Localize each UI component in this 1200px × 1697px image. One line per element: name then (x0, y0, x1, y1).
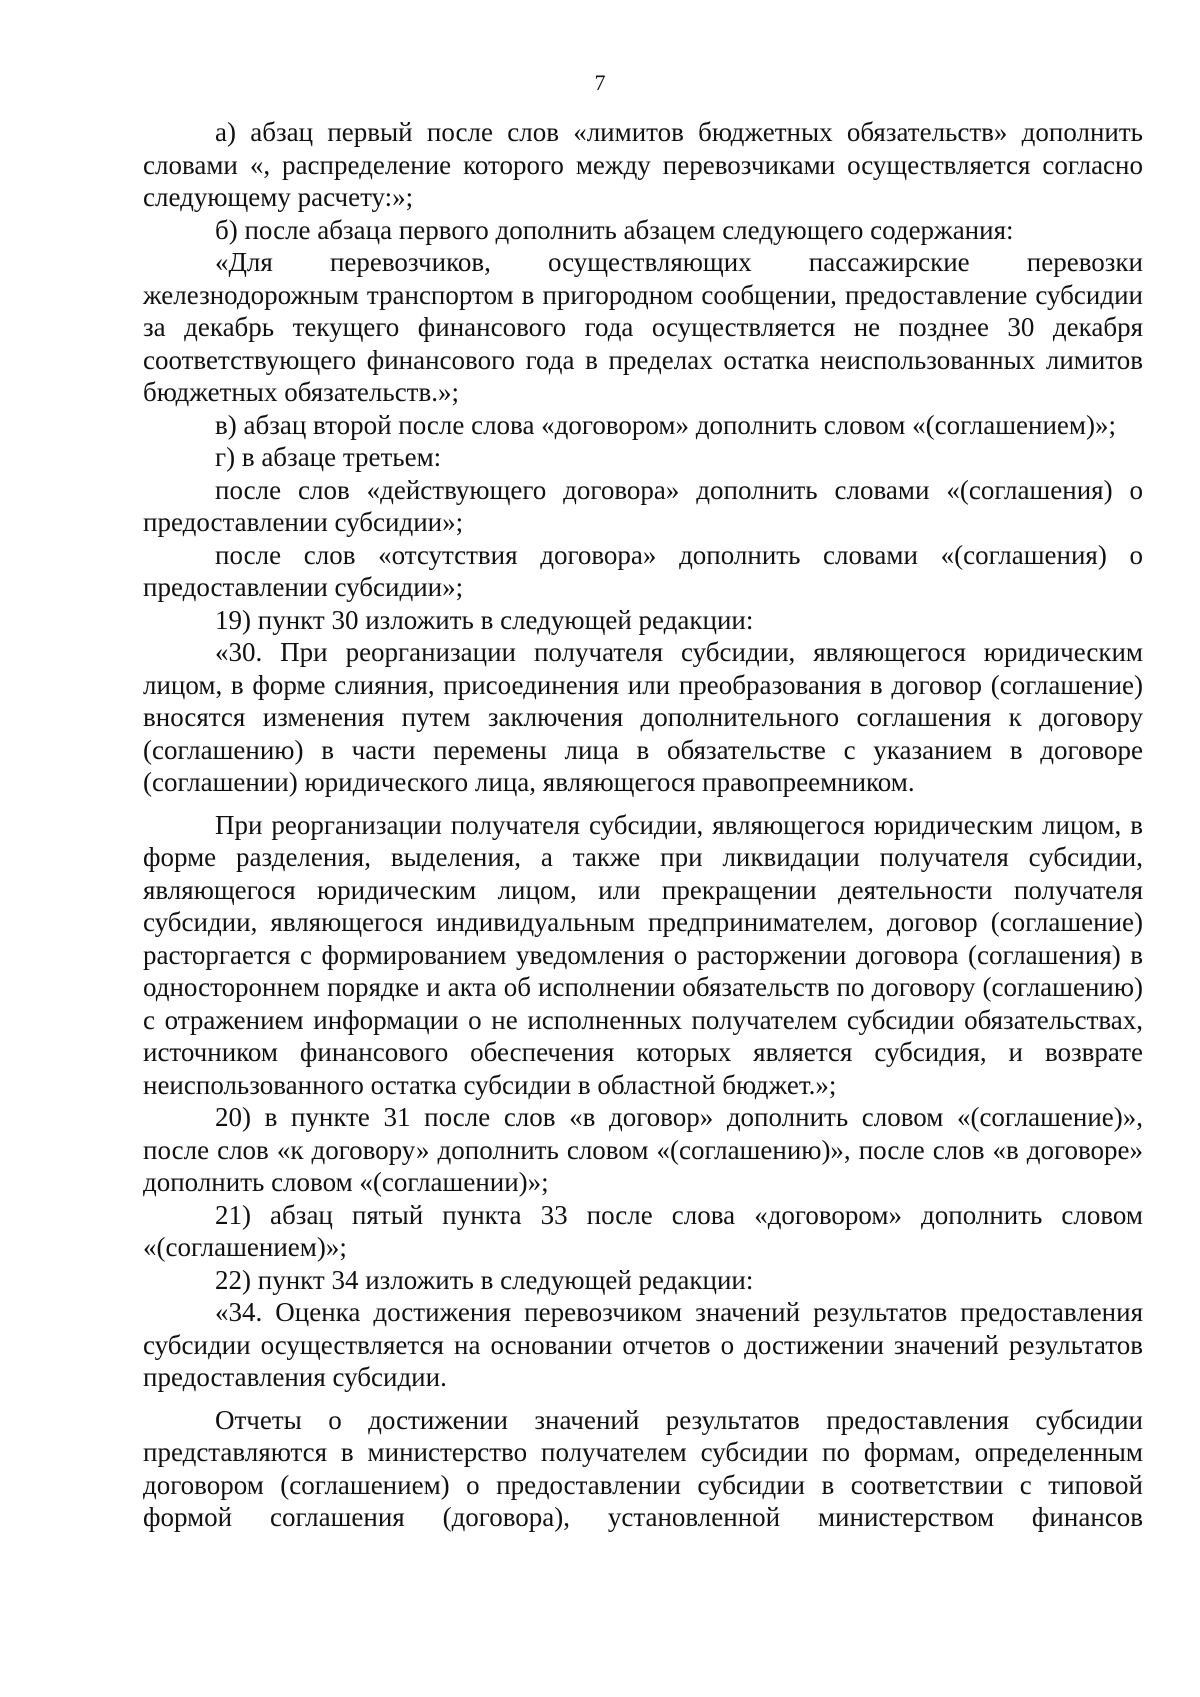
paragraph-34-reports: Отчеты о достижении значений результатов предоставления субсидии представляются в министерство получателем субсидии по формам, определенным договором (соглашением) о предоставлении субсидии в соответствии с типовой формой соглашения (договора), установленной министерством финансов (143, 1404, 1143, 1532)
paragraph-g: г) в абзаце третьем: (215, 442, 442, 472)
paragraph-30-reorganization: «30. При реорганизации получателя субсидии, являющегося юридическим лицом, в форме слияния, присоединения или преобразования в договор (соглашение) вносятся изменения путем заключения дополнительного соглашения к договору (соглашению) в части перемены лица в обязательстве с указанием в договоре (соглашении) юридического лица, являющегося правопреемником. (143, 637, 1143, 797)
page-number: 7 (594, 70, 606, 95)
paragraph-21: 21) абзац пятый пункта 33 после слова «договором» дополнить словом «(соглашением)»; (143, 1199, 1143, 1262)
paragraph-quote-carriers: «Для перевозчиков, осуществляющих пассажирские перевозки железнодорожным транспортом в пригородном сообщении, предоставление субсидии за декабрь текущего финансового года осуществляется не позднее 30 декабря соответствующего финансового года в пределах остатка неиспользованных лимитов бюджетных обязательств.»; (143, 247, 1143, 407)
paragraph-g-item-1: после слов «действующего договора» дополнить словами «(соглашения) о предоставлении субсидии»; (143, 474, 1143, 537)
paragraph-30-termination: При реорганизации получателя субсидии, являющегося юридическим лицом, в форме разделения, выделения, а также при ликвидации получателя субсидии, являющегося юридическим лицом, или прекращении деятельности получателя субсидии, являющегося индивидуальным предпринимателем, договор (соглашение) расторгается с формированием уведомления о расторжении договора (соглашения) в одностороннем порядке и акта об исполнении обязательств по договору (соглашению) с отражением информации о не исполненных получателем субсидии обязательствах, источником финансового обеспечения которых является субсидия, и возврате неиспользованного остатка субсидии в областной бюджет.»; (143, 809, 1143, 1100)
paragraph-34-assessment: «34. Оценка достижения перевозчиком значений результатов предоставления субсидии осуществляется на основании отчетов о достижении значений результатов предоставления субсидии. (143, 1297, 1143, 1392)
paragraph-20: 20) в пункте 31 после слов «в договор» дополнить словом «(соглашение)», после слов «к договору» дополнить словом «(соглашению)», после слов «в договоре» дополнить словом «(соглашении)»; (143, 1102, 1143, 1197)
paragraph-v: в) абзац второй после слова «договором» дополнить словом «(соглашением)»; (215, 409, 1116, 440)
paragraph-b: б) после абзаца первого дополнить абзацем следующего содержания: (215, 214, 1014, 245)
paragraph-a: а) абзац первый после слов «лимитов бюджетных обязательств» дополнить словами «, распределение которого между перевозчиками осуществляется согласно следующему расчету:»; (143, 117, 1143, 212)
paragraph-19: 19) пункт 30 изложить в следующей редакции: (215, 604, 754, 635)
paragraph-g-item-2: после слов «отсутствия договора» дополнить словами «(соглашения) о предоставлении субсидии»; (143, 539, 1143, 602)
paragraph-22: 22) пункт 34 изложить в следующей редакции: (215, 1264, 754, 1295)
document-body (143, 116, 1143, 1534)
